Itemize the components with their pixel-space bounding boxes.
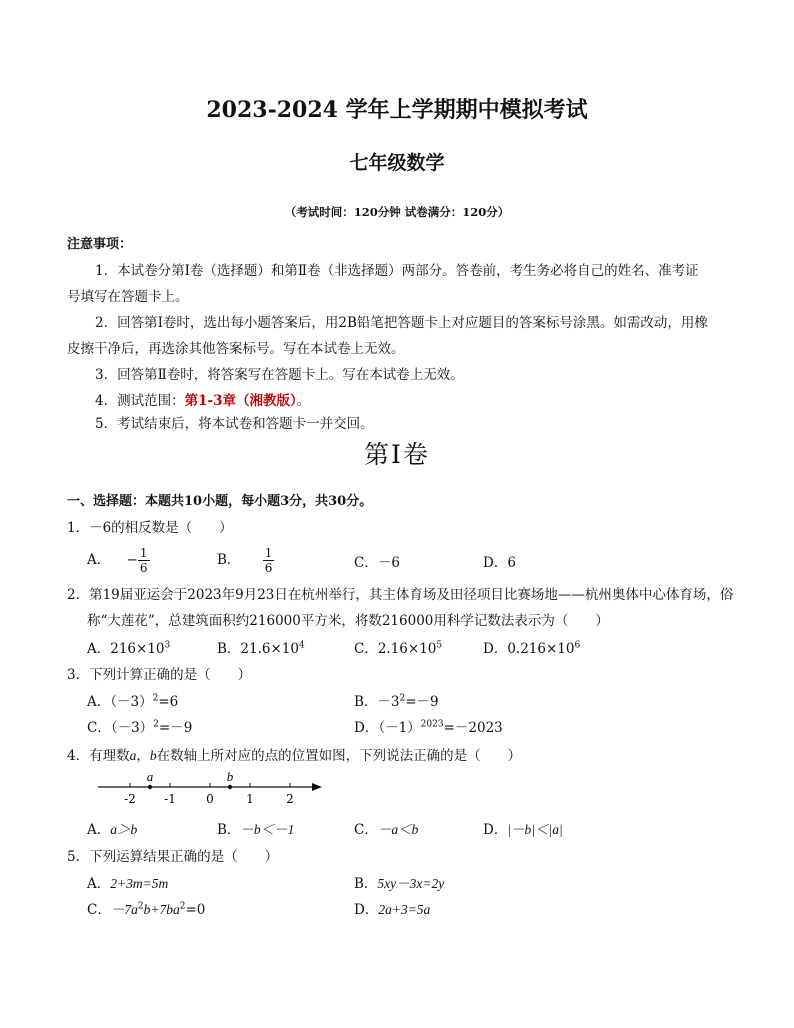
q4-stem-suffix: 在数轴上所对应的点的位置如图，下列说法正确的是（ ） <box>156 748 522 764</box>
q4-b-label: B． <box>217 822 241 838</box>
number-line-tick-label: -2 <box>124 792 136 806</box>
q4-c-label: C． <box>354 822 378 838</box>
q4-d-expression: |－b|＜|a| <box>507 822 563 837</box>
notice-heading: 注意事项： <box>67 237 133 252</box>
q1-a-label: A． <box>87 552 111 568</box>
number-line-point-a <box>148 785 152 789</box>
q3-d-exponent: 2023 <box>420 719 444 730</box>
q2-option-c <box>354 637 442 657</box>
q4-comma: ， <box>136 748 150 764</box>
q4-option-c <box>354 818 418 838</box>
q2-a-exponent: 3 <box>164 640 171 651</box>
q3-a-exponent: 2 <box>152 693 159 704</box>
q5-c-exponent-1: 2 <box>137 901 144 912</box>
q3-b-exponent: 2 <box>399 693 406 704</box>
q4-c-expression: －a＜b <box>377 822 419 837</box>
page-title: 2023-2024 学年上学期期中模拟考试 <box>206 97 588 123</box>
volume-title: 第Ⅰ卷 <box>364 440 430 469</box>
q3-d-base: D．（－1） <box>354 720 421 736</box>
q4-stem-prefix: 4．有理数 <box>67 748 130 764</box>
q1-b-fraction <box>263 546 275 575</box>
q5-c-label: C． <box>87 902 111 918</box>
q2-option-a <box>87 637 170 657</box>
notice-item-2-line-1: 2．回答第Ⅰ卷时，选出每小题答案后，用2B铅笔把答题卡上对应题目的答案标号涂黑。如需改动，用橡 <box>95 315 708 331</box>
q3-option-c <box>87 716 192 736</box>
number-line-tick-label: 1 <box>246 792 254 806</box>
q3-d-result: =－2023 <box>443 720 503 736</box>
q5-b-label: B． <box>354 876 378 892</box>
q2-stem-line-1: 2．第19届亚运会于2023年9月23日在杭州举行，其主体育场及田径项目比赛场地——杭州奥体中心体育场，俗 <box>67 587 734 603</box>
q3-b-base: B．－3 <box>354 694 400 710</box>
notice-item-1-line-1: 1．本试卷分第Ⅰ卷（选择题）和第Ⅱ卷（非选择题）两部分。答卷前，考生务必将自己的姓名、准考证 <box>95 263 699 279</box>
q3-stem: 3．下列计算正确的是（ ） <box>67 667 252 683</box>
q5-d-label: D． <box>354 902 379 918</box>
q5-b-expression: 5xy－3x=2y <box>377 876 445 891</box>
q3-option-a <box>87 690 178 710</box>
q3-c-result: =－9 <box>158 720 193 736</box>
q3-c-exponent: 2 <box>153 719 159 730</box>
q1-option-c: C．－6 <box>354 555 400 571</box>
q3-a-result: =6 <box>158 694 179 710</box>
q2-b-base: B．21.6×10 <box>217 641 299 657</box>
q4-a-expression: a＞b <box>110 822 138 837</box>
q2-option-b <box>217 637 305 657</box>
number-line-point-label-a: a <box>146 769 154 784</box>
q2-d-exponent: 6 <box>574 640 581 651</box>
q4-stem <box>67 744 521 764</box>
q4-option-a <box>87 818 137 838</box>
q3-c-base: C．（－3） <box>87 720 154 736</box>
q4-option-b <box>217 818 294 838</box>
q4-b-expression: －b＜－1 <box>240 822 295 837</box>
q2-option-d <box>483 637 580 657</box>
notice-item-4 <box>95 389 310 409</box>
q1-b-denominator: 6 <box>264 561 273 575</box>
q4-var-a: a <box>129 748 137 763</box>
notice-item-4-prefix: 4．测试范围： <box>95 393 185 409</box>
notice-item-4-suffix: 。 <box>296 393 311 409</box>
q1-a-denominator: 6 <box>139 561 148 575</box>
q5-a-expression: 2+3m=5m <box>110 876 169 891</box>
q1-a-numerator: 1 <box>139 546 148 560</box>
q2-stem-line-2: 称“大莲花”，总建筑面积约216000平方米，将数216000用科学记数法表示为（ ） <box>87 613 609 629</box>
number-line-arrow-icon <box>312 783 322 791</box>
q5-d-expression: 2a+3=5a <box>378 902 431 917</box>
q4-a-label: A． <box>87 822 111 838</box>
q4-d-label: D． <box>483 822 508 838</box>
q3-option-d <box>354 716 503 736</box>
section-1-heading: 一、选择题：本题共10小题，每小题3分，共30分。 <box>67 494 373 509</box>
notice-item-3: 3．回答第Ⅱ卷时，将答案写在答题卡上。写在本试卷上无效。 <box>95 367 464 383</box>
test-range: 第1-3章（湘教版） <box>184 393 297 409</box>
q5-c-result: =0 <box>185 902 206 918</box>
q2-d-base: D．0.216×10 <box>483 641 575 657</box>
page-subtitle: 七年级数学 <box>349 152 445 174</box>
q1-option-b <box>217 546 274 575</box>
number-line-tick-label: 0 <box>206 792 214 806</box>
q1-stem: 1．－6的相反数是（ ） <box>67 520 233 536</box>
q3-option-b <box>354 690 439 710</box>
q1-b-label: B． <box>217 552 241 568</box>
q5-stem: 5．下列运算结果正确的是（ ） <box>67 849 279 865</box>
q2-a-base: A．216×10 <box>87 641 165 657</box>
q5-option-a <box>87 872 168 892</box>
q4-option-d <box>483 818 563 838</box>
q1-a-sign: − <box>126 552 138 568</box>
q2-b-exponent: 4 <box>298 640 305 651</box>
q2-c-base: C．2.16×10 <box>354 641 437 657</box>
q1-option-a <box>87 546 150 575</box>
q5-c-exponent-2: 2 <box>179 901 186 912</box>
q3-b-result: =－9 <box>405 694 439 710</box>
notice-item-1-line-2: 号填写在答题卡上。 <box>67 289 189 305</box>
q4-var-b: b <box>149 748 157 763</box>
q2-c-exponent: 5 <box>436 640 443 651</box>
notice-item-5: 5．考试结束后，将本试卷和答题卡一并交回。 <box>95 416 374 432</box>
q5-option-b <box>354 872 444 892</box>
q1-b-numerator: 1 <box>264 546 273 560</box>
exam-meta: （考试时间：120分钟 试卷满分：120分） <box>284 205 510 219</box>
notice-item-2-line-2: 皮擦干净后，再选涂其他答案标号。写在本试卷上无效。 <box>67 341 405 357</box>
q1-option-d: D．6 <box>483 555 516 571</box>
q3-a-base: A．（－3） <box>87 694 153 710</box>
q5-c-term-2: b+7ba <box>143 902 180 917</box>
q5-option-c <box>87 898 205 918</box>
number-line-point-label-b: b <box>226 769 234 784</box>
number-line-point-b <box>228 785 232 789</box>
q5-c-term-1: －7a <box>110 902 138 917</box>
q1-a-fraction <box>138 546 150 575</box>
q5-a-label: A． <box>87 876 111 892</box>
number-line-figure <box>90 768 330 808</box>
number-line-tick-label: 2 <box>286 792 294 806</box>
number-line-tick-label: -1 <box>164 792 176 806</box>
q5-option-d <box>354 898 430 918</box>
